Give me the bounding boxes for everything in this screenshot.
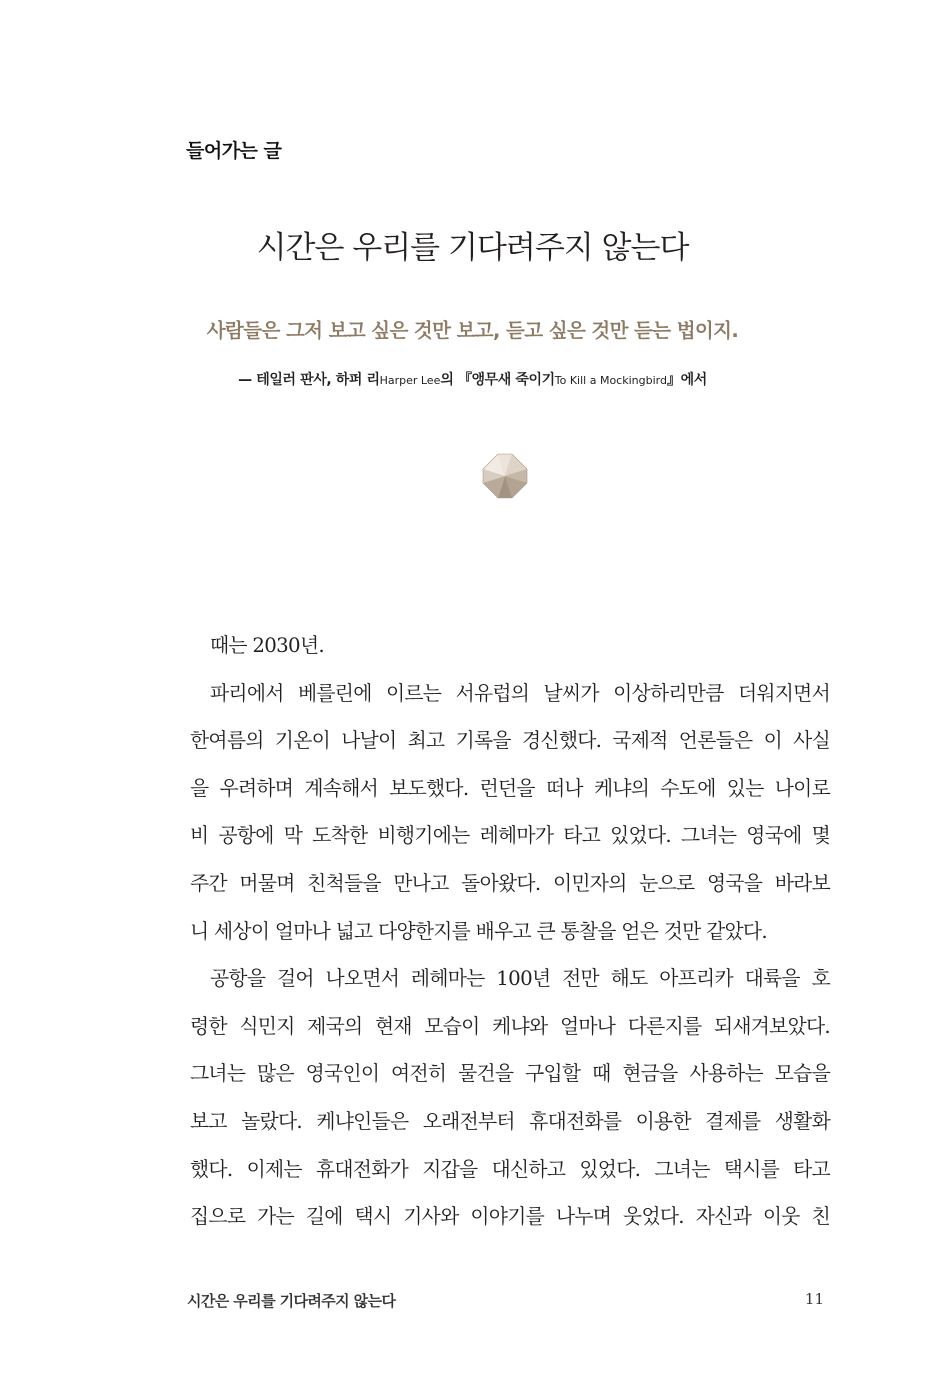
attribution-middle: 의 『앵무새 죽이기 bbox=[440, 372, 555, 388]
attribution-prefix: — 테일러 판사, 하퍼 리 bbox=[238, 372, 380, 388]
section-label: 들어가는 글 bbox=[186, 140, 282, 162]
faceted-gem-ornament-icon bbox=[482, 453, 528, 499]
body-line: 파리에서 베를린에 이르는 서유럽의 날씨가 이상하리만큼 더워지면서 bbox=[210, 681, 830, 705]
body-line: 보고 놀랐다. 케냐인들은 오래전부터 휴대전화를 이용한 결제를 생활화 bbox=[190, 1109, 830, 1133]
body-line: 주간 머물며 친척들을 만나고 돌아왔다. 이민자의 눈으로 영국을 바라보 bbox=[190, 871, 830, 895]
attribution-suffix: 』에서 bbox=[666, 372, 707, 388]
body-line: 비 공항에 막 도착한 비행기에는 레헤마가 타고 있었다. 그녀는 영국에 몇 bbox=[190, 824, 830, 848]
author-latin-name: Harper Lee bbox=[379, 374, 441, 387]
epigraph-attribution bbox=[0, 369, 945, 389]
body-line: 공항을 걸어 나오면서 레헤마는 100년 전만 해도 아프리카 대륙을 호 bbox=[210, 967, 830, 991]
body-line: 때는 2030년. bbox=[210, 634, 324, 657]
body-line: 한여름의 기온이 나날이 최고 기록을 경신했다. 국제적 언론들은 이 사실 bbox=[190, 729, 830, 753]
book-latin-title: To Kill a Mockingbird bbox=[554, 374, 667, 387]
chapter-title: 시간은 우리를 기다려주지 않는다 bbox=[256, 230, 689, 266]
page-number: 11 bbox=[804, 1290, 824, 1308]
body-line: 령한 식민지 제국의 현재 모습이 케냐와 얼마나 다른지를 되새겨보았다. bbox=[190, 1014, 830, 1038]
body-line: 니 세상이 얼마나 넓고 다양한지를 배우고 큰 통찰을 얻은 것만 같았다. bbox=[190, 919, 767, 943]
epigraph-quote: 사람들은 그저 보고 싶은 것만 보고, 듣고 싶은 것만 듣는 법이지. bbox=[206, 319, 739, 342]
body-line: 을 우려하며 계속해서 보도했다. 런던을 떠나 케냐의 수도에 있는 나이로 bbox=[190, 776, 830, 800]
body-line: 집으로 가는 길에 택시 기사와 이야기를 나누며 웃었다. 자신과 이웃 친 bbox=[190, 1205, 830, 1229]
body-line: 그녀는 많은 영국인이 여전히 물건을 구입할 때 현금을 사용하는 모습을 bbox=[190, 1062, 830, 1086]
body-text bbox=[190, 622, 830, 1241]
running-footer-title: 시간은 우리를 기다려주지 않는다 bbox=[187, 1292, 396, 1310]
body-line: 했다. 이제는 휴대전화가 지갑을 대신하고 있었다. 그녀는 택시를 타고 bbox=[190, 1157, 830, 1181]
